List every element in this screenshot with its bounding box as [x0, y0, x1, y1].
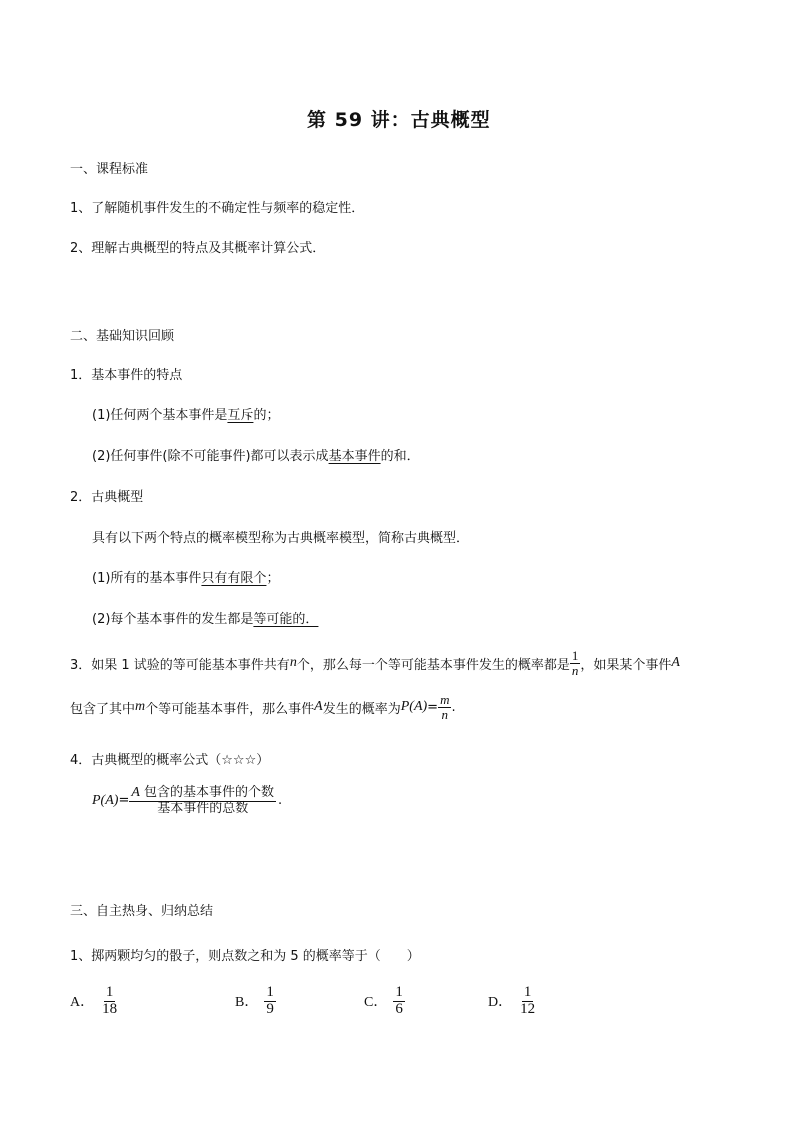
item-text: (2)任何事件(除不可能事件)都可以表示成 — [92, 449, 329, 464]
equals-sign: = — [118, 793, 130, 809]
formula-numerator — [129, 786, 276, 802]
basic-event-heading: 1．基本事件的特点 — [70, 368, 183, 383]
fraction-1-over-n — [570, 649, 581, 677]
standard-item-1: 1、了解随机事件发生的不确定性与频率的稳定性． — [70, 201, 365, 216]
var-A: A — [671, 655, 680, 671]
item-text: 的和． — [380, 449, 420, 464]
item-text: ； — [266, 571, 280, 586]
classical-model-item-2 — [92, 608, 318, 627]
standard-item-2: 2、理解古典概型的特点及其概率计算公式． — [70, 241, 326, 256]
formula-heading: 4．古典概型的概率公式（☆☆☆） — [70, 753, 270, 768]
frac-numerator: m — [440, 692, 450, 707]
underlined-term: 等可能的． — [253, 612, 319, 627]
frac-denominator: 18 — [102, 1000, 118, 1017]
basic-event-item-1 — [92, 404, 279, 423]
question-1: 1、掷两颗均匀的骰子，则点数之和为 5 的概率等于（ ） — [70, 949, 420, 964]
var-n: n — [289, 655, 297, 671]
classical-model-heading: 2．古典概型 — [70, 490, 144, 505]
classical-model-item-1 — [92, 567, 279, 586]
option-fraction — [100, 985, 119, 1018]
frac-numerator: 1 — [266, 984, 274, 1000]
page-title: 第 59 讲：古典概型 — [307, 109, 491, 131]
item-text: (1)任何两个基本事件是 — [92, 408, 228, 423]
option-label: C． — [364, 995, 388, 1011]
text: 个等可能基本事件，那么事件 — [145, 701, 315, 717]
equals-sign: = — [427, 699, 439, 715]
numerator-text: 包含的基本事件的个数 — [139, 785, 275, 800]
underlined-term: 基本事件 — [328, 449, 381, 464]
frac-denominator: n — [571, 662, 579, 678]
item-text: (1)所有的基本事件 — [92, 571, 202, 586]
frac-denominator: 9 — [266, 1000, 274, 1017]
text: 发生的概率为 — [322, 701, 401, 717]
underlined-term: 互斥 — [227, 408, 254, 423]
formula-fraction — [129, 786, 276, 815]
prob-PA: P(A) — [400, 699, 428, 715]
section-heading-warmup: 三、自主热身、归纳总结 — [70, 904, 214, 919]
probability-formula — [92, 786, 282, 815]
frac-numerator: 1 — [523, 984, 532, 1000]
option-label: D． — [488, 995, 513, 1011]
period: . — [451, 699, 456, 715]
item-text: (2)每个基本事件的发生都是 — [92, 612, 254, 627]
underlined-term: 只有有限个 — [201, 571, 267, 586]
fraction-m-over-n — [438, 693, 451, 721]
text: 个，那么每一个等可能基本事件发生的概率都是 — [296, 657, 570, 673]
option-b[interactable] — [235, 985, 276, 1018]
period: . — [278, 793, 283, 809]
text: 3．如果 1 试验的等可能基本事件共有 — [70, 657, 290, 673]
classical-model-desc: 具有以下两个特点的概率模型称为古典概率模型，简称古典概型． — [92, 531, 470, 546]
formula-denominator: 基本事件的总数 — [157, 800, 249, 816]
option-a[interactable] — [70, 985, 119, 1018]
text: ，如果某个事件 — [580, 657, 672, 673]
basic-event-item-2 — [92, 445, 420, 464]
text: 包含了其中 — [70, 701, 136, 717]
frac-denominator: n — [441, 706, 449, 722]
option-fraction — [264, 985, 276, 1018]
var-A: A — [131, 785, 140, 800]
option-fraction — [518, 985, 537, 1018]
prob-PA: P(A) — [92, 792, 119, 808]
probability-definition-line-2 — [70, 693, 456, 721]
var-A: A — [314, 699, 323, 715]
option-c[interactable] — [364, 985, 405, 1018]
option-label: B． — [235, 995, 259, 1011]
option-label: A． — [70, 995, 95, 1011]
section-heading-basics: 二、基础知识回顾 — [70, 329, 175, 344]
frac-numerator: 1 — [105, 984, 114, 1000]
frac-denominator: 12 — [520, 1000, 536, 1017]
item-text: 的； — [253, 408, 280, 423]
section-heading-standards: 一、课程标准 — [70, 162, 149, 177]
frac-denominator: 6 — [395, 1000, 403, 1017]
option-fraction — [393, 985, 405, 1018]
option-d[interactable] — [488, 985, 537, 1018]
probability-definition-line-1 — [70, 649, 680, 677]
frac-numerator: 1 — [395, 984, 403, 1000]
frac-numerator: 1 — [571, 648, 579, 663]
var-m: m — [135, 699, 146, 715]
